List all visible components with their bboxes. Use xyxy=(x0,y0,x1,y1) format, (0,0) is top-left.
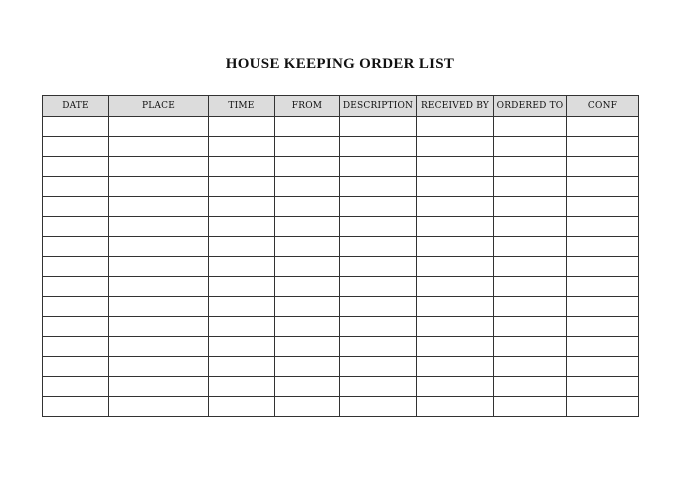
cell-place[interactable] xyxy=(109,317,209,337)
cell-ordered-to[interactable] xyxy=(494,117,567,137)
cell-date[interactable] xyxy=(43,217,109,237)
cell-received-by[interactable] xyxy=(417,257,494,277)
cell-conf[interactable] xyxy=(567,237,639,257)
table-row xyxy=(43,117,639,137)
cell-ordered-to[interactable] xyxy=(494,197,567,217)
cell-date[interactable] xyxy=(43,257,109,277)
cell-from[interactable] xyxy=(275,257,340,277)
cell-received-by[interactable] xyxy=(417,377,494,397)
cell-time[interactable] xyxy=(209,157,275,177)
cell-time[interactable] xyxy=(209,137,275,157)
cell-conf[interactable] xyxy=(567,177,639,197)
cell-ordered-to[interactable] xyxy=(494,337,567,357)
table-row xyxy=(43,397,639,417)
cell-ordered-to[interactable] xyxy=(494,397,567,417)
cell-from[interactable] xyxy=(275,157,340,177)
cell-description[interactable] xyxy=(340,177,417,197)
column-header-conf: CONF xyxy=(567,96,639,117)
cell-place[interactable] xyxy=(109,277,209,297)
cell-time[interactable] xyxy=(209,277,275,297)
cell-description[interactable] xyxy=(340,117,417,137)
cell-conf[interactable] xyxy=(567,277,639,297)
cell-place[interactable] xyxy=(109,217,209,237)
cell-time[interactable] xyxy=(209,317,275,337)
cell-place[interactable] xyxy=(109,177,209,197)
cell-from[interactable] xyxy=(275,357,340,377)
cell-from[interactable] xyxy=(275,397,340,417)
table-row xyxy=(43,337,639,357)
cell-description[interactable] xyxy=(340,337,417,357)
cell-from[interactable] xyxy=(275,117,340,137)
cell-ordered-to[interactable] xyxy=(494,157,567,177)
cell-conf[interactable] xyxy=(567,257,639,277)
cell-conf[interactable] xyxy=(567,377,639,397)
cell-date[interactable] xyxy=(43,117,109,137)
cell-time[interactable] xyxy=(209,177,275,197)
table-row xyxy=(43,197,639,217)
cell-from[interactable] xyxy=(275,317,340,337)
cell-description[interactable] xyxy=(340,297,417,317)
cell-ordered-to[interactable] xyxy=(494,137,567,157)
cell-date[interactable] xyxy=(43,297,109,317)
table-row xyxy=(43,237,639,257)
cell-ordered-to[interactable] xyxy=(494,237,567,257)
cell-ordered-to[interactable] xyxy=(494,357,567,377)
cell-received-by[interactable] xyxy=(417,137,494,157)
cell-received-by[interactable] xyxy=(417,217,494,237)
cell-ordered-to[interactable] xyxy=(494,257,567,277)
cell-description[interactable] xyxy=(340,277,417,297)
cell-description[interactable] xyxy=(340,237,417,257)
cell-description[interactable] xyxy=(340,357,417,377)
cell-description[interactable] xyxy=(340,397,417,417)
cell-ordered-to[interactable] xyxy=(494,277,567,297)
cell-received-by[interactable] xyxy=(417,277,494,297)
cell-description[interactable] xyxy=(340,257,417,277)
cell-ordered-to[interactable] xyxy=(494,377,567,397)
table-row xyxy=(43,357,639,377)
cell-place[interactable] xyxy=(109,397,209,417)
cell-date[interactable] xyxy=(43,277,109,297)
cell-description[interactable] xyxy=(340,157,417,177)
cell-date[interactable] xyxy=(43,157,109,177)
column-header-place: PLACE xyxy=(109,96,209,117)
order-table xyxy=(42,95,639,417)
cell-from[interactable] xyxy=(275,217,340,237)
cell-date[interactable] xyxy=(43,377,109,397)
cell-from[interactable] xyxy=(275,377,340,397)
cell-time[interactable] xyxy=(209,117,275,137)
cell-place[interactable] xyxy=(109,377,209,397)
cell-date[interactable] xyxy=(43,177,109,197)
table-row xyxy=(43,297,639,317)
cell-date[interactable] xyxy=(43,397,109,417)
cell-place[interactable] xyxy=(109,157,209,177)
cell-ordered-to[interactable] xyxy=(494,317,567,337)
header-row xyxy=(43,96,639,117)
cell-received-by[interactable] xyxy=(417,337,494,357)
cell-place[interactable] xyxy=(109,337,209,357)
table-row xyxy=(43,317,639,337)
column-header-description: DESCRIPTION xyxy=(340,96,417,117)
cell-time[interactable] xyxy=(209,377,275,397)
cell-from[interactable] xyxy=(275,137,340,157)
cell-date[interactable] xyxy=(43,357,109,377)
cell-description[interactable] xyxy=(340,217,417,237)
table-row xyxy=(43,257,639,277)
cell-description[interactable] xyxy=(340,197,417,217)
cell-time[interactable] xyxy=(209,397,275,417)
cell-time[interactable] xyxy=(209,217,275,237)
cell-received-by[interactable] xyxy=(417,237,494,257)
table-row xyxy=(43,277,639,297)
cell-date[interactable] xyxy=(43,337,109,357)
cell-conf[interactable] xyxy=(567,217,639,237)
cell-conf[interactable] xyxy=(567,197,639,217)
table-header xyxy=(43,96,639,117)
column-header-ordered-to: ORDERED TO xyxy=(494,96,567,117)
cell-time[interactable] xyxy=(209,197,275,217)
cell-from[interactable] xyxy=(275,237,340,257)
cell-place[interactable] xyxy=(109,237,209,257)
cell-place[interactable] xyxy=(109,137,209,157)
cell-from[interactable] xyxy=(275,197,340,217)
cell-ordered-to[interactable] xyxy=(494,177,567,197)
cell-received-by[interactable] xyxy=(417,397,494,417)
cell-ordered-to[interactable] xyxy=(494,297,567,317)
cell-conf[interactable] xyxy=(567,117,639,137)
column-header-date: DATE xyxy=(43,96,109,117)
table-row xyxy=(43,157,639,177)
table-row xyxy=(43,377,639,397)
cell-conf[interactable] xyxy=(567,357,639,377)
cell-from[interactable] xyxy=(275,337,340,357)
cell-conf[interactable] xyxy=(567,157,639,177)
cell-time[interactable] xyxy=(209,257,275,277)
cell-date[interactable] xyxy=(43,237,109,257)
table-body xyxy=(43,117,639,417)
table-row xyxy=(43,137,639,157)
cell-time[interactable] xyxy=(209,357,275,377)
cell-received-by[interactable] xyxy=(417,117,494,137)
cell-time[interactable] xyxy=(209,297,275,317)
column-header-time: TIME xyxy=(209,96,275,117)
cell-place[interactable] xyxy=(109,117,209,137)
cell-date[interactable] xyxy=(43,317,109,337)
cell-place[interactable] xyxy=(109,197,209,217)
cell-received-by[interactable] xyxy=(417,197,494,217)
cell-from[interactable] xyxy=(275,297,340,317)
cell-conf[interactable] xyxy=(567,297,639,317)
cell-received-by[interactable] xyxy=(417,157,494,177)
cell-place[interactable] xyxy=(109,297,209,317)
cell-description[interactable] xyxy=(340,137,417,157)
cell-conf[interactable] xyxy=(567,137,639,157)
cell-date[interactable] xyxy=(43,197,109,217)
cell-from[interactable] xyxy=(275,277,340,297)
cell-description[interactable] xyxy=(340,317,417,337)
cell-time[interactable] xyxy=(209,337,275,357)
document-title: HOUSE KEEPING ORDER LIST xyxy=(225,56,455,72)
column-header-from: FROM xyxy=(275,96,340,117)
cell-conf[interactable] xyxy=(567,397,639,417)
cell-description[interactable] xyxy=(340,377,417,397)
column-header-received-by: RECEIVED BY xyxy=(417,96,494,117)
table-row xyxy=(43,177,639,197)
cell-received-by[interactable] xyxy=(417,357,494,377)
cell-received-by[interactable] xyxy=(417,177,494,197)
cell-conf[interactable] xyxy=(567,317,639,337)
cell-conf[interactable] xyxy=(567,337,639,357)
cell-received-by[interactable] xyxy=(417,297,494,317)
cell-place[interactable] xyxy=(109,357,209,377)
cell-from[interactable] xyxy=(275,177,340,197)
cell-ordered-to[interactable] xyxy=(494,217,567,237)
cell-date[interactable] xyxy=(43,137,109,157)
cell-received-by[interactable] xyxy=(417,317,494,337)
cell-time[interactable] xyxy=(209,237,275,257)
table-row xyxy=(43,217,639,237)
cell-place[interactable] xyxy=(109,257,209,277)
